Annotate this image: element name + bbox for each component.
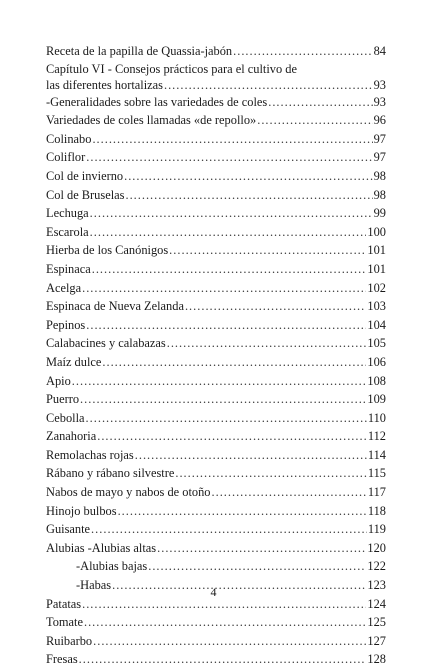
toc-entry-page: 104 — [367, 317, 386, 332]
toc-entry-title: Fresas — [46, 652, 78, 667]
toc-entry — [46, 167, 386, 186]
toc-entry-page: 100 — [367, 224, 386, 239]
toc-entry-page: 93 — [373, 94, 386, 109]
toc-leader-dots — [84, 613, 366, 632]
toc-leader-dots — [92, 260, 367, 279]
toc-entry — [46, 353, 386, 372]
toc-entry-title: Receta de la papilla de Quassia-jabón — [46, 44, 233, 58]
toc-entry-page: 102 — [367, 280, 386, 295]
toc-entry-title: Calabacines y calabazas — [46, 336, 166, 351]
toc-entry-page: 117 — [367, 485, 386, 500]
toc-entry-title: Coliflor — [46, 150, 86, 165]
toc-entry-title: Hierba de los Canónigos — [46, 243, 169, 258]
toc-entry-page: 119 — [367, 522, 386, 537]
toc-entry — [46, 427, 386, 446]
toc-entry — [46, 130, 386, 149]
toc-entry-page: 98 — [373, 168, 386, 183]
toc-entry-page: 114 — [367, 447, 386, 462]
toc-leader-dots — [268, 93, 372, 112]
toc-entry — [46, 111, 386, 130]
toc-entry — [46, 539, 386, 558]
toc-leader-dots — [90, 204, 373, 223]
toc-entry-title: -Alubias bajas — [76, 559, 148, 574]
toc-leader-dots — [93, 632, 366, 651]
toc-entry — [46, 223, 386, 242]
toc-entry-page: 101 — [367, 243, 386, 258]
toc-entry-title: Lechuga — [46, 206, 89, 221]
toc-leader-dots — [233, 42, 372, 61]
toc-entry — [46, 297, 386, 316]
toc-leader-dots — [257, 111, 372, 130]
toc-leader-dots — [175, 464, 367, 483]
toc-entry-page: 108 — [367, 373, 386, 388]
toc-entry-page: 115 — [367, 466, 386, 481]
toc-entry — [46, 650, 386, 669]
toc-entry-page: 84 — [373, 44, 386, 58]
toc-entry-title: Col de Bruselas — [46, 187, 125, 202]
toc-leader-dots — [82, 279, 366, 298]
toc-entry-title: Rábano y rábano silvestre — [46, 466, 175, 481]
toc-entry-page: 112 — [367, 429, 386, 444]
toc-entry-title: Tomate — [46, 615, 83, 630]
toc-entry-page: 123 — [367, 578, 386, 593]
toc-entry-page: 98 — [373, 187, 386, 202]
toc-leader-dots — [92, 130, 372, 149]
toc-entry — [46, 632, 386, 651]
toc-entry-page: 128 — [367, 652, 386, 667]
toc-entry-page: 106 — [367, 354, 386, 369]
toc-entry-title: Acelga — [46, 280, 82, 295]
toc-leader-dots — [86, 409, 367, 428]
toc-entry-title: Colinabo — [46, 131, 92, 146]
toc-leader-dots — [157, 539, 366, 558]
toc-entry-page: 99 — [373, 206, 386, 221]
toc-entry-page: 103 — [367, 299, 386, 314]
toc-entry — [46, 93, 386, 112]
toc-entry-page: 110 — [367, 410, 386, 425]
toc-entry-title: Pepinos — [46, 317, 86, 332]
toc-leader-dots — [80, 390, 366, 409]
toc-entry-page: 109 — [367, 392, 386, 407]
toc-entry-title: Hinojo bulbos — [46, 503, 117, 518]
toc-entry-title: Espinaca de Nueva Zelanda — [46, 299, 184, 314]
toc-entry-title: Guisante — [46, 522, 91, 537]
toc-subentry — [46, 557, 386, 576]
toc-entry-page: 93 — [373, 77, 386, 92]
toc-leader-dots — [169, 241, 366, 260]
toc-entry — [46, 204, 386, 223]
toc-entry-page: 101 — [367, 261, 386, 276]
toc-entry-title: Apio — [46, 373, 71, 388]
toc-entry — [46, 241, 386, 260]
page-number: 4 — [210, 585, 217, 599]
toc-entry-title: Patatas — [46, 596, 82, 611]
toc-entry-title: Espinaca — [46, 261, 91, 276]
toc-entry — [46, 502, 386, 521]
toc-entry — [46, 613, 386, 632]
toc-entry — [46, 334, 386, 353]
toc-entry-page: 122 — [367, 559, 386, 574]
toc-entry-title: Col de invierno — [46, 168, 124, 183]
toc-leader-dots — [102, 353, 366, 372]
toc-entry — [46, 446, 386, 465]
toc-leader-dots — [118, 502, 367, 521]
toc-entry — [46, 390, 386, 409]
toc-leader-dots — [124, 167, 373, 186]
toc-leader-dots — [79, 650, 367, 669]
toc-entry — [46, 186, 386, 205]
toc-entry-page: 97 — [373, 150, 386, 165]
toc-leader-dots — [135, 446, 367, 465]
toc-entry — [46, 61, 386, 93]
toc-entry-title: Nabos de mayo y nabos de otoño — [46, 485, 211, 500]
toc-entry — [46, 42, 386, 61]
toc-entry-title: Cebolla — [46, 410, 85, 425]
toc-entry — [46, 409, 386, 428]
toc-entry — [46, 464, 386, 483]
toc-entry-page: 120 — [367, 540, 386, 555]
toc-entry-page: 118 — [367, 503, 386, 518]
toc-entry-page: 97 — [373, 131, 386, 146]
toc-entry-page: 124 — [367, 596, 386, 611]
toc-entry-title: Ruibarbo — [46, 633, 93, 648]
toc-entry-title: las diferentes hortalizas — [46, 77, 163, 92]
toc-entry — [46, 260, 386, 279]
toc-entry-page: 105 — [367, 336, 386, 351]
toc-entry — [46, 372, 386, 391]
toc-leader-dots — [148, 557, 366, 576]
toc-leader-dots — [91, 520, 367, 539]
toc-entry — [46, 483, 386, 502]
toc-entry-title: Alubias -Alubias altas — [46, 540, 157, 555]
toc-entry-page: 96 — [373, 113, 386, 128]
toc-entry-title: -Generalidades sobre las variedades de coles — [46, 94, 268, 109]
toc-entry — [46, 316, 386, 335]
toc-leader-dots — [97, 427, 367, 446]
toc-leader-dots — [212, 483, 367, 502]
toc-entry-page: 127 — [367, 633, 386, 648]
toc-entry — [46, 279, 386, 298]
toc-leader-dots — [167, 334, 367, 353]
toc-leader-dots — [72, 372, 367, 391]
toc-entry-page: 125 — [367, 615, 386, 630]
toc-entry-title: Puerro — [46, 392, 80, 407]
toc-leader-dots — [125, 186, 372, 205]
toc-entry-title-line1: Capítulo VI - Consejos prácticos para el cultivo de — [46, 61, 297, 76]
toc-leader-dots — [90, 223, 367, 242]
table-of-contents — [46, 42, 386, 669]
toc-leader-dots — [164, 77, 373, 93]
toc-entry-title: Remolachas rojas — [46, 447, 134, 462]
toc-entry — [46, 520, 386, 539]
toc-leader-dots — [86, 148, 372, 167]
toc-entry-title: -Habas — [76, 578, 112, 593]
toc-leader-dots — [86, 316, 366, 335]
toc-entry-title: Zanahoria — [46, 429, 97, 444]
toc-entry-title: Variedades de coles llamadas «de repollo» — [46, 113, 257, 128]
toc-leader-dots — [185, 297, 366, 316]
toc-entry-title: Escarola — [46, 224, 89, 239]
toc-entry-title: Maíz dulce — [46, 354, 102, 369]
toc-entry — [46, 148, 386, 167]
